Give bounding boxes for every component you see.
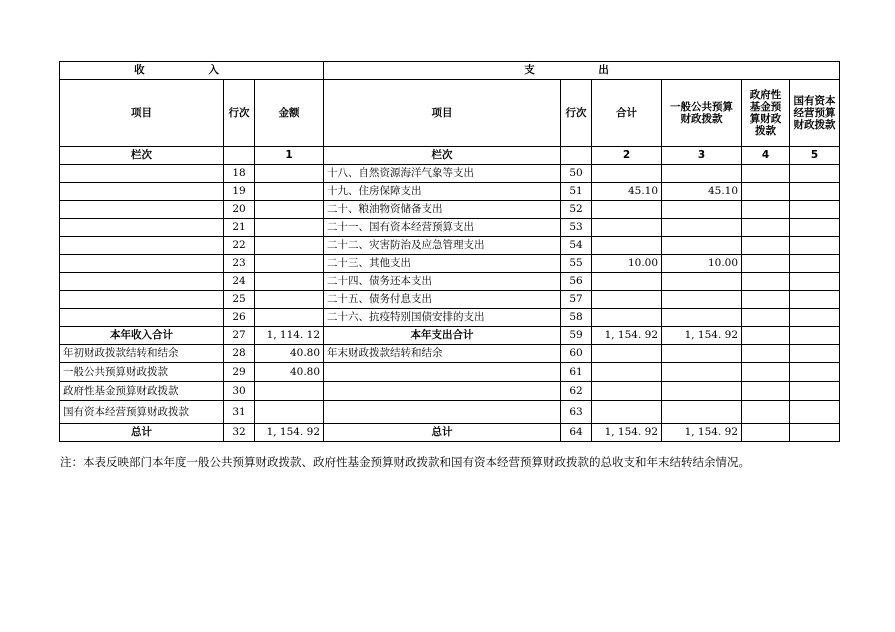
income-line-no-cell: 27 [224, 327, 255, 345]
income-item-cell [60, 201, 224, 219]
state-capital-cell [790, 345, 840, 363]
expense-total-cell [592, 165, 662, 183]
income-item-cell: 国有资本经营预算财政拨款 [60, 401, 224, 424]
expense-line-no-cell: 57 [561, 291, 592, 309]
expense-line-no-cell: 62 [561, 382, 592, 401]
general-budget-cell [662, 345, 742, 363]
gov-fund-index: 4 [742, 147, 790, 165]
income-amount-cell: 40.80 [255, 363, 324, 382]
expense-total-cell: 1, 154. 92 [592, 327, 662, 345]
income-col-index-label: 栏次 [60, 147, 224, 165]
expense-item-cell: 二十五、债务付息支出 [324, 291, 561, 309]
income-item-cell [60, 291, 224, 309]
table-row [60, 183, 840, 201]
state-capital-cell [790, 183, 840, 201]
income-line-no-cell: 20 [224, 201, 255, 219]
income-line-no-cell: 22 [224, 237, 255, 255]
expense-item-cell: 二十三、其他支出 [324, 255, 561, 273]
table-row [60, 345, 840, 363]
income-item-cell [60, 255, 224, 273]
gov-fund-cell [742, 183, 790, 201]
general-budget-cell: 45.10 [662, 183, 742, 201]
expense-item-cell: 二十六、抗疫特别国债安排的支出 [324, 309, 561, 327]
general-budget-cell: 1, 154. 92 [662, 327, 742, 345]
general-budget-cell [662, 382, 742, 401]
expense-total-index: 2 [592, 147, 662, 165]
expense-line-no-cell: 63 [561, 401, 592, 424]
gov-fund-cell [742, 327, 790, 345]
state-capital-cell [790, 401, 840, 424]
gov-fund-cell [742, 401, 790, 424]
income-amount-cell [255, 219, 324, 237]
general-budget-cell [662, 165, 742, 183]
expense-item-cell [324, 363, 561, 382]
income-amount-cell: 40.80 [255, 345, 324, 363]
general-budget-cell: 10.00 [662, 255, 742, 273]
income-item-header: 项目 [60, 80, 224, 147]
general-budget-cell [662, 363, 742, 382]
gov-fund-cell [742, 382, 790, 401]
income-amount-cell [255, 382, 324, 401]
income-line-no-cell: 26 [224, 309, 255, 327]
gov-fund-cell [742, 363, 790, 382]
table-footnote: 注：本表反映部门本年度一般公共预算财政拨款、政府性基金预算财政拨款和国有资本经营预算财政拨款的总收支和年末结转结余情况。 [60, 455, 750, 469]
expense-line-no-cell: 64 [561, 424, 592, 442]
column-header-row [60, 80, 840, 147]
gov-fund-cell [742, 424, 790, 442]
income-amount-cell [255, 255, 324, 273]
income-amount-cell: 1, 154. 92 [255, 424, 324, 442]
expense-total-cell [592, 219, 662, 237]
income-item-cell [60, 273, 224, 291]
income-line-no-cell: 32 [224, 424, 255, 442]
expense-total-cell [592, 237, 662, 255]
expense-item-cell: 二十四、债务还本支出 [324, 273, 561, 291]
income-line-no-index [224, 147, 255, 165]
income-line-no-cell: 19 [224, 183, 255, 201]
state-capital-cell [790, 327, 840, 345]
state-capital-index: 5 [790, 147, 840, 165]
table-row [60, 401, 840, 424]
expense-line-no-cell: 61 [561, 363, 592, 382]
gov-fund-cell [742, 291, 790, 309]
income-amount-cell [255, 183, 324, 201]
income-item-cell: 本年收入合计 [60, 327, 224, 345]
expense-line-no-cell: 56 [561, 273, 592, 291]
income-amount-cell [255, 401, 324, 424]
expense-total-cell [592, 201, 662, 219]
expense-line-no-cell: 52 [561, 201, 592, 219]
state-capital-cell [790, 309, 840, 327]
general-budget-cell: 1, 154. 92 [662, 424, 742, 442]
expense-line-no-index [561, 147, 592, 165]
income-line-no-cell: 24 [224, 273, 255, 291]
gov-fund-cell [742, 165, 790, 183]
income-item-cell [60, 309, 224, 327]
general-budget-cell [662, 291, 742, 309]
expense-total-cell [592, 291, 662, 309]
expense-total-cell [592, 382, 662, 401]
expense-item-cell: 二十、粮油物资储备支出 [324, 201, 561, 219]
income-line-no-cell: 23 [224, 255, 255, 273]
expense-total-cell [592, 273, 662, 291]
general-budget-header: 一般公共预算财政拨款 [662, 80, 742, 147]
general-budget-cell [662, 237, 742, 255]
state-capital-cell [790, 165, 840, 183]
expense-line-no-cell: 55 [561, 255, 592, 273]
expense-item-cell: 二十一、国有资本经营预算支出 [324, 219, 561, 237]
table-row [60, 165, 840, 183]
income-amount-header: 金额 [255, 80, 324, 147]
income-amount-cell [255, 291, 324, 309]
income-amount-index: 1 [255, 147, 324, 165]
table-row [60, 219, 840, 237]
income-amount-cell [255, 273, 324, 291]
gov-fund-cell [742, 219, 790, 237]
expense-item-cell: 本年支出合计 [324, 327, 561, 345]
income-item-cell: 政府性基金预算财政拨款 [60, 382, 224, 401]
gov-fund-cell [742, 309, 790, 327]
income-item-cell [60, 183, 224, 201]
gov-fund-cell [742, 237, 790, 255]
expense-line-no-cell: 50 [561, 165, 592, 183]
income-line-no-cell: 29 [224, 363, 255, 382]
income-item-cell [60, 237, 224, 255]
state-capital-cell [790, 291, 840, 309]
expense-item-cell: 年末财政拨款结转和结余 [324, 345, 561, 363]
expense-item-cell [324, 401, 561, 424]
gov-fund-cell [742, 345, 790, 363]
table-row [60, 291, 840, 309]
gov-fund-cell [742, 201, 790, 219]
state-capital-cell [790, 219, 840, 237]
expense-item-cell: 二十二、灾害防治及应急管理支出 [324, 237, 561, 255]
state-capital-cell [790, 255, 840, 273]
table-row [60, 237, 840, 255]
income-item-cell: 年初财政拨款结转和结余 [60, 345, 224, 363]
table-row [60, 382, 840, 401]
table-row [60, 363, 840, 382]
table-row [60, 273, 840, 291]
fiscal-balance-table [59, 61, 840, 442]
expense-item-cell: 十九、住房保障支出 [324, 183, 561, 201]
income-amount-cell: 1, 114. 12 [255, 327, 324, 345]
expense-total-cell [592, 345, 662, 363]
table-row [60, 255, 840, 273]
income-amount-cell [255, 165, 324, 183]
income-amount-cell [255, 309, 324, 327]
general-budget-cell [662, 219, 742, 237]
income-amount-cell [255, 237, 324, 255]
general-budget-cell [662, 309, 742, 327]
expense-total-cell: 10.00 [592, 255, 662, 273]
state-capital-cell [790, 363, 840, 382]
income-amount-cell [255, 201, 324, 219]
income-line-no-cell: 31 [224, 401, 255, 424]
expense-total-cell: 45.10 [592, 183, 662, 201]
expense-total-cell [592, 363, 662, 382]
expense-col-index-label: 栏次 [324, 147, 561, 165]
annual-total-row [60, 327, 840, 345]
gov-fund-header: 政府性基金预算财政拨款 [742, 80, 790, 147]
income-section-header: 收 入 [60, 62, 324, 80]
expense-total-cell [592, 309, 662, 327]
income-line-no-cell: 21 [224, 219, 255, 237]
state-capital-cell [790, 201, 840, 219]
state-capital-cell [790, 237, 840, 255]
general-budget-cell [662, 201, 742, 219]
expense-line-no-cell: 51 [561, 183, 592, 201]
income-item-cell [60, 165, 224, 183]
table-row [60, 309, 840, 327]
general-budget-cell [662, 401, 742, 424]
state-capital-cell [790, 424, 840, 442]
income-line-no-cell: 25 [224, 291, 255, 309]
expense-item-cell: 十八、自然资源海洋气象等支出 [324, 165, 561, 183]
expense-item-cell: 总计 [324, 424, 561, 442]
income-item-cell: 总计 [60, 424, 224, 442]
column-index-row [60, 147, 840, 165]
expense-line-no-cell: 60 [561, 345, 592, 363]
expense-line-no-cell: 58 [561, 309, 592, 327]
state-capital-cell [790, 273, 840, 291]
expense-line-no-cell: 59 [561, 327, 592, 345]
expense-line-no-cell: 54 [561, 237, 592, 255]
income-line-no-header: 行次 [224, 80, 255, 147]
expense-total-cell [592, 401, 662, 424]
gov-fund-cell [742, 273, 790, 291]
income-item-cell: 一般公共预算财政拨款 [60, 363, 224, 382]
gov-fund-cell [742, 255, 790, 273]
income-line-no-cell: 30 [224, 382, 255, 401]
expense-total-cell: 1, 154. 92 [592, 424, 662, 442]
general-budget-cell [662, 273, 742, 291]
expense-item-header: 项目 [324, 80, 561, 147]
expense-line-no-header: 行次 [561, 80, 592, 147]
income-line-no-cell: 28 [224, 345, 255, 363]
expense-line-no-cell: 53 [561, 219, 592, 237]
state-capital-cell [790, 382, 840, 401]
income-line-no-cell: 18 [224, 165, 255, 183]
grand-total-row [60, 424, 840, 442]
section-header-row [60, 62, 840, 80]
expense-section-header: 支 出 [324, 62, 840, 80]
table-row [60, 201, 840, 219]
expense-total-header: 合计 [592, 80, 662, 147]
general-budget-index: 3 [662, 147, 742, 165]
state-capital-header: 国有资本经营预算财政拨款 [790, 80, 840, 147]
expense-item-cell [324, 382, 561, 401]
income-item-cell [60, 219, 224, 237]
